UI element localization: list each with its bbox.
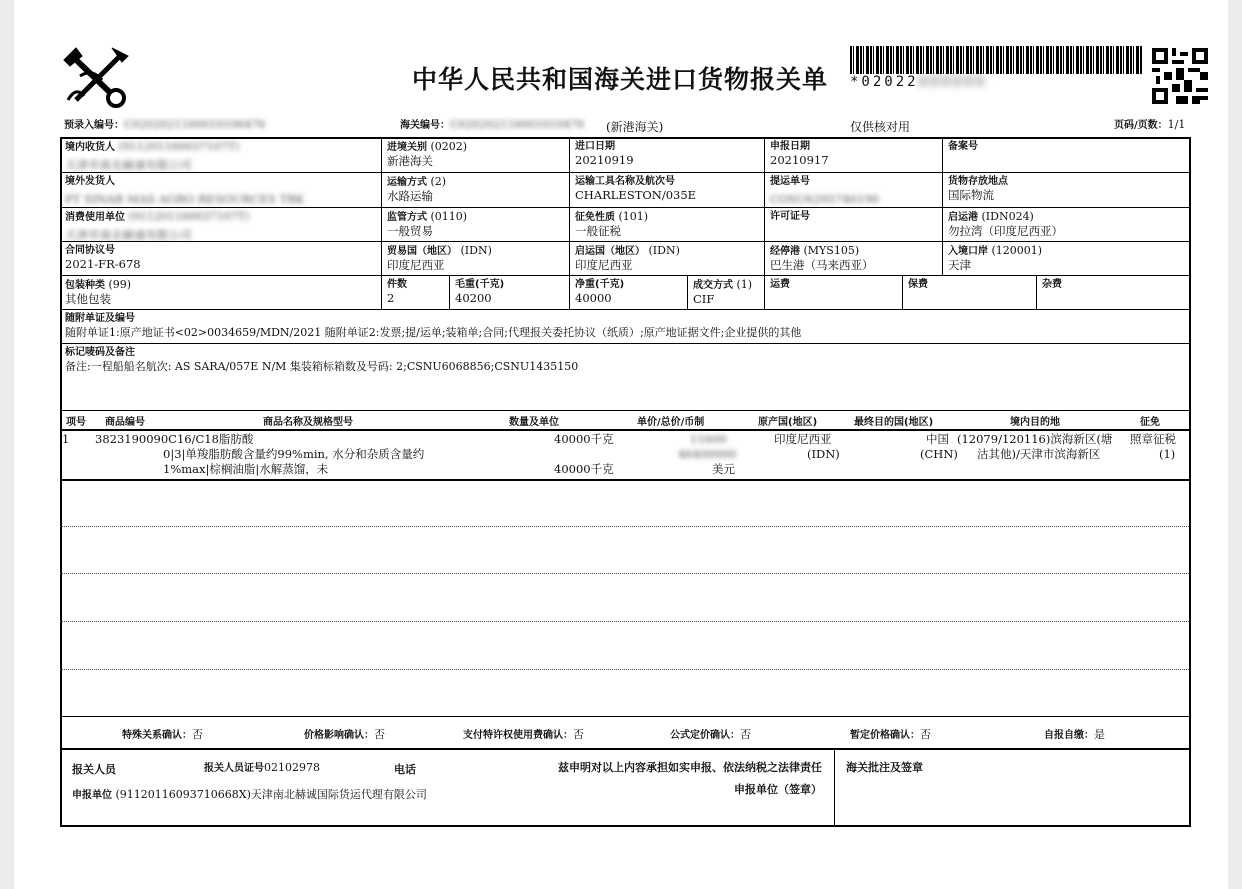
record-no-cell <box>943 138 1189 172</box>
terms-value: CIF <box>693 292 715 306</box>
package-value: 其他包装 <box>65 292 111 306</box>
marks-value: 备注:一程船船名航次: AS SARA/057E N/M 集装箱标箱数及号码: 2;CSNU6068856;CSNU1435150 <box>65 360 579 373</box>
item-no: 1 <box>62 432 70 446</box>
transport-mode-value: 水路运输 <box>387 189 433 203</box>
item-levy: 照章征税 <box>1130 432 1176 446</box>
item-code-name: 3823190090C16/C18脂肪酸 <box>95 432 254 446</box>
license-cell <box>765 208 941 241</box>
col-code: 商品编号 <box>105 417 145 428</box>
contract-label: 合同协议号 <box>65 245 115 256</box>
item-currency: 美元 <box>712 462 735 476</box>
customs-sign-label: 海关批注及签章 <box>846 761 923 774</box>
confirm-formula: 公式定价确认：否 <box>670 728 751 741</box>
contract-value: 2021-FR-678 <box>65 257 141 271</box>
import-date-cell <box>570 138 763 172</box>
levy-label: 征免性质 <box>575 212 615 223</box>
consumer-cell <box>60 208 380 241</box>
entry-port-code: (120001) <box>991 244 1043 257</box>
shipper-label: 境外发货人 <box>65 176 115 187</box>
item-levy-code: (1) <box>1159 447 1176 461</box>
documents-cell <box>60 310 1189 343</box>
consignee-cell <box>60 138 380 172</box>
supervision-label: 监管方式 <box>387 212 427 223</box>
declare-seal-label: 申报单位（签章） <box>734 783 822 796</box>
confirm-self: 自报自缴：是 <box>1044 728 1105 741</box>
via-port-cell <box>765 242 941 275</box>
item-qty2: 40000千克 <box>554 462 614 476</box>
entry-port-cell <box>943 242 1189 275</box>
levy-cell <box>570 208 763 241</box>
freight-cell <box>765 276 901 309</box>
misc-label: 杂费 <box>1042 279 1062 290</box>
freight-label: 运费 <box>770 279 790 290</box>
import-date-value: 20210919 <box>575 153 634 167</box>
declaration-statement: 兹申明对以上内容承担如实申报、依法纳税之法律责任 <box>558 761 822 774</box>
item-spec-line2: 0|3|单羧脂肪酸含量约99%min, 水分和杂质含量约 <box>163 447 425 461</box>
shipper-cell <box>60 173 380 207</box>
pieces-value: 2 <box>387 291 395 305</box>
vessel-label: 运输工具名称及航次号 <box>575 176 675 187</box>
consignee-value: 天津市南北赫诚有限公司 <box>65 158 192 172</box>
import-date-label: 进口日期 <box>575 141 615 152</box>
vessel-cell <box>570 173 763 207</box>
consumer-label: 消费使用单位 <box>65 212 125 223</box>
confirm-special: 特殊关系确认：否 <box>122 728 203 741</box>
consignee-label: 境内收货人 <box>65 142 115 153</box>
bl-no-value: COSU6295746190 <box>770 192 879 206</box>
entry-customs-cell <box>382 138 568 172</box>
terms-code: (1) <box>736 278 753 291</box>
verify-note: 仅供核对用 <box>850 120 911 134</box>
origin-country-code: (IDN) <box>648 244 680 257</box>
col-qty: 数量及单位 <box>509 417 559 428</box>
item-unit-price: 11600 <box>690 432 727 446</box>
storage-cell <box>943 173 1189 207</box>
package-cell <box>60 276 380 309</box>
trade-country-code: (IDN) <box>460 244 492 257</box>
net-label: 净重(千克) <box>575 279 625 290</box>
reference-line <box>64 118 1204 134</box>
gross-value: 40200 <box>455 291 492 305</box>
vessel-value: CHARLESTON/035E <box>575 188 697 202</box>
gross-cell <box>450 276 568 309</box>
storage-value: 国际物流 <box>948 188 994 202</box>
entry-port-label: 入境口岸 <box>948 246 988 257</box>
transport-mode-cell <box>382 173 568 207</box>
departure-port-label: 启运港 <box>948 212 978 223</box>
terms-label: 成交方式 <box>693 280 733 291</box>
item-domestic-line2: 沽其他)/天津市滨海新区 <box>977 447 1101 461</box>
bl-no-label: 提运单号 <box>770 176 810 187</box>
item-dest: 中国 <box>926 432 949 446</box>
item-total-price: 46400000 <box>678 447 737 461</box>
via-port-label: 经停港 <box>770 246 800 257</box>
levy-value: 一般征税 <box>575 224 621 238</box>
bl-no-cell <box>765 173 941 207</box>
marks-cell <box>60 344 1189 410</box>
gross-label: 毛重(千克) <box>455 279 505 290</box>
supervision-value: 一般贸易 <box>387 224 433 238</box>
origin-country-label: 启运国（地区） <box>575 246 645 257</box>
item-qty1: 40000千克 <box>554 432 614 446</box>
confirm-provisional: 暂定价格确认：否 <box>850 728 931 741</box>
departure-port-value: 勿拉湾（印度尼西亚） <box>948 224 1063 238</box>
package-code: (99) <box>108 278 132 291</box>
page-label: 页码/页数： <box>1114 120 1168 131</box>
storage-label: 货物存放地点 <box>948 176 1008 187</box>
customs-no-value: C020202116001010476 <box>450 118 585 131</box>
confirm-price: 价格影响确认：否 <box>304 728 385 741</box>
entry-port-value: 天津 <box>948 258 971 272</box>
net-value: 40000 <box>575 291 612 305</box>
entry-customs-value: 新港海关 <box>387 154 433 168</box>
record-no-label: 备案号 <box>948 141 978 152</box>
trade-country-value: 印度尼西亚 <box>387 258 445 272</box>
declare-unit: 申报单位 (91120116093710668X)天津南北赫诚国际货运代理有限公司 <box>72 788 427 801</box>
misc-cell <box>1037 276 1189 309</box>
pre-entry-label: 预录入编号： <box>64 120 124 131</box>
declare-date-label: 申报日期 <box>770 141 810 152</box>
customs-no-label: 海关编号： <box>400 120 450 131</box>
entry-customs-label: 进境关别 <box>387 142 427 153</box>
item-origin: 印度尼西亚 <box>774 432 832 446</box>
customs-emblem-icon <box>62 46 132 112</box>
declaration-form <box>14 0 1228 889</box>
col-domestic: 境内目的地 <box>1010 417 1060 428</box>
item-dest-code: (CHN) <box>920 447 958 461</box>
pieces-label: 件数 <box>387 279 407 290</box>
form-title: 中华人民共和国海关进口货物报关单 <box>412 65 829 94</box>
transport-mode-label: 运输方式 <box>387 177 427 188</box>
insurance-label: 保费 <box>908 279 928 290</box>
marks-label: 标记唛码及备注 <box>65 347 135 358</box>
consignee-code: (911201160037107T) <box>118 140 240 153</box>
page-value: 1/1 <box>1167 118 1186 131</box>
trade-country-cell <box>382 242 568 275</box>
shipper-value: PT SINAR MAS AGRO RESOURCES TBK <box>65 192 305 206</box>
departure-port-code: (IDN024) <box>981 210 1034 223</box>
entry-customs-code: (0202) <box>430 140 468 153</box>
terms-cell <box>688 276 763 309</box>
departure-port-cell <box>943 208 1189 241</box>
declare-date-cell <box>765 138 941 172</box>
barcode-text: *02022000000 <box>850 74 988 90</box>
col-no: 项号 <box>66 417 86 428</box>
confirm-royalty: 支付特许权使用费确认：否 <box>463 728 584 741</box>
origin-country-cell <box>570 242 763 275</box>
pieces-cell <box>382 276 448 309</box>
col-levy: 征免 <box>1140 417 1160 428</box>
insurance-cell <box>903 276 1035 309</box>
barcode <box>850 46 1142 74</box>
customs-office: (新港海关) <box>606 120 664 134</box>
consumer-code: (911201160037107T) <box>128 210 250 223</box>
col-price: 单价/总价/币制 <box>637 417 705 428</box>
transport-mode-code: (2) <box>430 175 447 188</box>
item-spec-line3: 1%max|棕榈油脂|水解蒸馏，未 <box>163 462 329 476</box>
pre-entry-value: C0202021160010106476 <box>124 118 266 131</box>
documents-value: 随附单证1:原产地证书<02>0034659/MDN/2021 随附单证2:发票;提/运单;装箱单;合同;代理报关委托协议（纸质）;原产地证据文件;企业提供的其他 <box>65 326 802 339</box>
phone-label: 电话 <box>394 763 416 776</box>
col-dest: 最终目的国(地区) <box>854 417 934 428</box>
declarer-label: 报关人员 <box>72 763 116 776</box>
package-label: 包装种类 <box>65 280 105 291</box>
qr-code-icon <box>1152 47 1208 105</box>
origin-country-value: 印度尼西亚 <box>575 258 633 272</box>
declarer-cert: 报关人员证号02102978 <box>204 761 320 774</box>
col-origin: 原产国(地区) <box>758 417 818 428</box>
license-label: 许可证号 <box>770 211 810 222</box>
documents-label: 随附单证及编号 <box>65 313 135 324</box>
consumer-value: 天津市南北赫诚有限公司 <box>65 228 192 241</box>
net-cell <box>570 276 686 309</box>
item-domestic-line1: (12079/120116)滨海新区(塘 <box>957 432 1113 446</box>
supervision-code: (0110) <box>430 210 468 223</box>
trade-country-label: 贸易国（地区） <box>387 246 457 257</box>
contract-cell <box>60 242 380 275</box>
levy-code: (101) <box>618 210 649 223</box>
via-port-value: 巴生港（马来西亚） <box>770 258 874 272</box>
supervision-cell <box>382 208 568 241</box>
item-origin-code: (IDN) <box>807 447 840 461</box>
col-name: 商品名称及规格型号 <box>263 417 353 428</box>
via-port-code: (MYS105) <box>803 244 860 257</box>
declare-date-value: 20210917 <box>770 153 829 167</box>
